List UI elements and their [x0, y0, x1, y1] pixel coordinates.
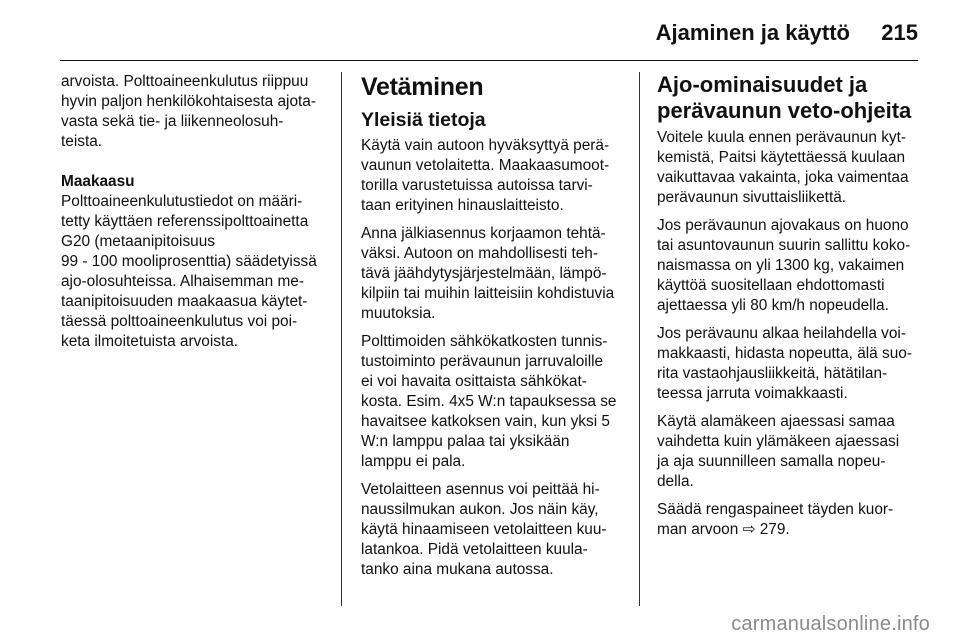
text-line: Jos perävaunun ajovakaus on huono	[657, 217, 909, 234]
text-line: makkaasti, hidasta nopeutta, älä suo-	[657, 345, 912, 362]
paragraph	[361, 136, 623, 216]
text-line: Käytä vain autoon hyväksyttyä perä-	[361, 137, 610, 154]
text-line: ja aja suunnilleen samalla nopeu-	[657, 453, 886, 470]
text-line: kosta. Esim. 4x5 W:n tapauksessa se	[361, 393, 617, 410]
text-line: tanko aina mukana autossa.	[361, 561, 554, 578]
title-line: perävaunun veto-ohjeita	[657, 98, 912, 123]
text-line: teista.	[61, 133, 103, 150]
subsection-title: Yleisiä tietoja	[361, 109, 486, 131]
text-line: perävaunun sivuttaisliikettä.	[657, 189, 847, 206]
paragraph	[657, 412, 923, 492]
column-divider-1	[341, 72, 342, 606]
text-line: G20 (metaanipitoisuus	[61, 233, 215, 250]
maakaasu-heading: Maakaasu	[61, 173, 135, 190]
text-line: muutoksia.	[361, 305, 436, 322]
text-line: Polttoaineenkulutustiedot on määri-	[61, 193, 303, 210]
text-line: täessä polttoaineenkulutus voi poi-	[61, 313, 298, 330]
text-line: vasta sekä tie- ja liikenneolosuh-	[61, 113, 284, 130]
intro-paragraph	[61, 72, 326, 152]
text-line: naismassa on yli 1300 kg, vakaimen	[657, 257, 905, 274]
text-line: kemistä, Paitsi käytettäessä kuulaan	[657, 149, 906, 166]
title-line: Ajo-ominaisuudet ja	[657, 72, 868, 97]
text-line: vaunun vetolaitetta. Maakaasumoot-	[361, 157, 610, 174]
text-line: ajo-olosuhteissa. Alhaisemman me-	[61, 273, 304, 290]
paragraph	[657, 128, 923, 208]
paragraph	[361, 332, 623, 472]
text-line: Anna jälkiasennus korjaamon tehtä-	[361, 225, 606, 242]
text-line: Jos perävaunu alkaa heilahdella voi-	[657, 325, 906, 342]
text-line: latankoa. Pidä vetolaitteen kuula-	[361, 541, 588, 558]
text-line: lamppu ei pala.	[361, 453, 466, 470]
text-line: Käytä alamäkeen ajaessasi samaa	[657, 413, 895, 430]
text-line: vaikuttavaa vakainta, joka vaimentaa	[657, 169, 909, 186]
section-title-ajo-ominaisuudet	[657, 72, 923, 124]
watermark: carmanualsonline.info	[731, 613, 930, 635]
text-line: ajettaessa yli 80 km/h nopeudella.	[657, 297, 889, 314]
header-rule	[60, 60, 918, 61]
text-line: tävä jäähdytysjärjestelmään, lämpö-	[361, 265, 607, 282]
text-line: arvoista. Polttoaineenkulutus riippuu	[61, 73, 309, 90]
text-line: käyttöä suositellaan ehdottomasti	[657, 277, 885, 294]
paragraph	[657, 500, 923, 540]
paragraph	[657, 216, 923, 316]
text-line: kilpiin tai muihin laitteisiin kohdistuvia	[361, 285, 615, 302]
chapter-title: Ajaminen ja käyttö	[655, 20, 850, 45]
text-line: hyvin paljon henkilökohtaisesta ajota-	[61, 93, 316, 110]
text-line: taanipitoisuuden maakaasua käytet-	[61, 293, 308, 310]
page-header	[0, 0, 960, 58]
text-line: havaitsee katkoksen vain, kun yksi 5	[361, 413, 610, 430]
text-fragment: man arvoon	[657, 521, 739, 538]
text-line: torilla varustetuissa autoissa tarvi-	[361, 177, 593, 194]
column-2	[361, 72, 623, 588]
text-line: tustoiminto perävaunun jarruvaloille	[361, 353, 604, 370]
text-line: Voitele kuula ennen perävaunun kyt-	[657, 129, 906, 146]
page-reference-link[interactable]: 279.	[759, 521, 790, 538]
column-1	[61, 72, 326, 360]
maakaasu-paragraph	[61, 192, 326, 352]
text-line: vaihdetta kuin ylämäkeen ajaessasi	[657, 433, 900, 450]
text-line: 99 - 100 mooliprosenttia) säädetyissä	[61, 253, 317, 270]
text-line: rita vastaohjausliikkeitä, hätätilan-	[657, 365, 888, 382]
column-3	[657, 72, 923, 548]
text-line: taan erityinen hinauslaitteisto.	[361, 197, 564, 214]
paragraph	[361, 224, 623, 324]
text-line: käytä hinaamiseen vetolaitteen kuu-	[361, 521, 607, 538]
page-number: 215	[881, 20, 918, 45]
section-title-vetaminen: Vetäminen	[361, 73, 484, 101]
text-line: keta ilmoitetuista arvoista.	[61, 333, 239, 350]
text-line-with-ref	[657, 520, 923, 540]
column-divider-2	[639, 72, 640, 606]
text-line: tai asuntovaunun suurin sallittu koko-	[657, 237, 911, 254]
text-line: Vetolaitteen asennus voi peittää hi-	[361, 481, 600, 498]
paragraph	[361, 480, 623, 580]
text-line: W:n lamppu palaa tai yksikään	[361, 433, 570, 450]
page-ref-arrow-icon: ⇨	[742, 521, 756, 538]
text-line: Polttimoiden sähkökatkosten tunnis-	[361, 333, 608, 350]
paragraph	[657, 324, 923, 404]
text-line: teessa jarruta voimakkaasti.	[657, 385, 848, 402]
text-line: della.	[657, 473, 694, 490]
text-line: tetty käyttäen referenssipolttoainetta	[61, 213, 309, 230]
text-line: Säädä rengaspaineet täyden kuor-	[657, 501, 894, 518]
text-line: naussilmukan aukon. Jos näin käy,	[361, 501, 599, 518]
text-line: ei voi havaita osittaista sähkökat-	[361, 373, 587, 390]
text-line: väksi. Autoon on mahdollisesti teh-	[361, 245, 598, 262]
